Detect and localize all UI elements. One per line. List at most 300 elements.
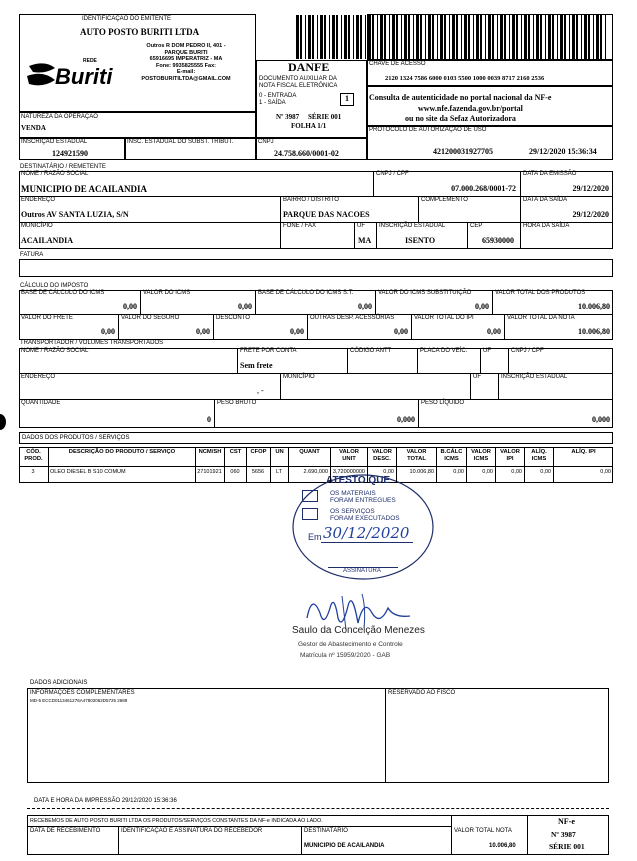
signer-role: Gestor de Abastecimento e Controle [298,641,403,648]
imposto-label: VALOR DO SEGURO [121,315,180,321]
fatura-box [19,259,613,277]
produtos-row-cell [368,467,397,483]
barcode-bar [380,15,383,59]
barcode-bar [368,15,371,59]
dest-endereco-cell [19,197,281,223]
dest-saida-label: DATA DA SAÍDA [523,197,568,203]
produtos-row-cell [289,467,331,483]
produtos-header-cell [496,447,525,467]
dest-cep: 65930000 [482,236,514,245]
barcode-bar [348,15,350,59]
barcode-bar [404,15,407,59]
barcode-bar [521,15,522,59]
produtos-row-cell [525,467,554,483]
danfe-saida: 1 - SAÍDA [259,100,286,106]
produtos-section: DADOS DOS PRODUTOS / SERVIÇOS [22,435,130,441]
imposto-label: VALOR DO ICMS SUBSTITUIÇÃO [378,290,472,296]
produtos-cell: 3 [31,469,35,475]
transp-uf2-cell [471,374,499,400]
barcode-bar [600,15,602,59]
canhoto-vline-2 [301,826,302,855]
dest-cnpj: 07.000.268/0001-72 [451,184,516,193]
dest-endereco-label: ENDEREÇO [21,197,56,203]
transp-placa-cell [418,348,481,374]
barcode-bar [305,15,306,59]
barcode-bar [480,15,482,59]
imposto-value: 10.006,80 [578,327,610,336]
atesto-date: 30/12/2020 [323,524,410,542]
imposto-cell [119,315,214,340]
danfe-numero: Nº 3987 [276,113,300,121]
logo-small-text: REDE [83,58,97,64]
transp-liquido-cell [419,400,613,428]
produtos-row-cell [331,467,368,483]
signer-matricula: Matrícula nº 15959/2020 - GAB [300,652,391,659]
dest-ie-cell [377,223,468,249]
transp-antt-label: CÓDIGO ANTT [350,348,392,354]
canhoto-nfe: NF-e [558,817,575,826]
emitente-section-label: IDENTIFICAÇÃO DO EMITENTE [82,16,172,22]
atesto-date-line [321,542,413,543]
dest-bairro-label: BAIRRO / DISTRITO [283,197,339,203]
imposto-label: DESCONTO [216,315,250,321]
natureza-value: VENDA [21,124,46,132]
barcode-bar [416,15,419,59]
barcode-bar [524,15,527,59]
dest-fone-label: FONE / FAX [283,223,317,229]
imposto-label: VALOR TOTAL DA NOTA [507,315,575,321]
produtos-header-cell [247,447,271,467]
imposto-value: 0,00 [487,327,501,336]
barcode-bar [336,15,338,59]
danfe-subtitle-1: DOCUMENTO AUXILIAR DA [259,76,337,82]
imposto-cell [141,290,256,315]
barcode-bar [401,15,402,59]
barcode-bar [332,15,335,59]
address-line: PARQUE BURITI [164,49,208,56]
barcode-bar [452,15,455,59]
fatura-label: FATURA [20,252,44,258]
transp-ie-cell [499,374,613,400]
imposto-label: VALOR TOTAL DO IPI [414,315,474,321]
produtos-row-cell [554,467,613,483]
transp-antt-cell [348,348,418,374]
atesto-opt2-b: FORAM EXECUTADOS [330,515,400,522]
barcode-bar [588,15,590,59]
produtos-cell: 0,00 [511,469,522,475]
produtos-header-cell [525,447,554,467]
dest-uf: MA [358,236,372,245]
dest-ie-label: INSCRIÇÃO ESTADUAL [379,223,446,229]
produtos-cell: OLEO DIESEL B S10 COMUM [50,469,126,475]
dest-hora-cell [521,223,613,249]
dest-uf-cell [355,223,377,249]
consulta-3: ou no site da Sefaz Autorizadora [405,114,516,123]
dest-nome: MUNICIPIO DE ACAILANDIA [21,184,148,194]
protocolo-label: PROTOCOLO DE AUTORIZAÇÃO DE USO [369,127,487,133]
barcode-bar [344,15,347,59]
barcode-bar [560,15,563,59]
imposto-cell [19,315,119,340]
dest-bairro-cell [281,197,419,223]
barcode-bar [461,15,462,59]
canhoto-vline-1 [118,826,119,855]
imposto-value: 0,00 [394,327,408,336]
barcode-bar [464,15,467,59]
canhoto-dest: MUNICIPIO DE ACAILANDIA [304,843,385,849]
produtos-header: CST [229,449,242,455]
produtos-cell: 0,00 [482,469,493,475]
dest-nome-cell [19,171,374,197]
barcode-bar [605,15,606,59]
canhoto-vline-3 [451,815,452,855]
barcode-bar [584,15,587,59]
produtos-row-cell [247,467,271,483]
produtos-header: CÓD. PROD. [24,449,43,462]
chave-label: CHAVE DE ACESSO [369,61,426,67]
barcode-bar [576,15,578,59]
emitente-address [120,43,252,82]
canhoto-total-label: VALOR TOTAL NOTA [454,828,512,834]
canhoto-total: 10.006,80 [489,843,516,849]
produtos-header: B.CÁLC ICMS [440,449,463,462]
barcode-bar [425,15,426,59]
produtos-row-cell [397,467,437,483]
barcode-bar [536,15,539,59]
dest-municipio-cell [19,223,281,249]
transp-nome-cell [19,348,238,374]
barcode-bar [540,15,542,59]
transp-nome-label: NOME / RAZÃO SOCIAL [21,348,89,354]
produtos-header: VALOR IPI [500,449,520,462]
barcode-bar [596,15,599,59]
barcode-bar [420,15,422,59]
dest-cnpj-label: CNPJ / CPF [376,171,409,177]
barcode-bar [593,15,594,59]
transp-municipio-cell [257,374,471,400]
transp-ie-label: INSCRIÇÃO ESTADUAL [501,374,568,380]
produtos-header-cell [289,447,331,467]
dest-ie: ISENTO [405,236,436,245]
transp-bruto-label: PESO BRUTO [217,400,257,406]
produtos-header-cell [437,447,467,467]
barcode-bar [317,15,318,59]
barcode-bar [437,15,438,59]
barcode-bar [356,15,359,59]
imposto-value: 10.006,80 [578,302,610,311]
barcode-bar [473,15,474,59]
barcode-bar [389,15,390,59]
transp-cnpj-label: CNPJ / CPF [511,348,544,354]
adicionais-divider [385,688,386,783]
barcode-bar [548,15,551,59]
barcode-bar [353,15,354,59]
punch-hole [0,414,6,430]
imposto-cell [493,290,613,315]
imposto-cell [376,290,493,315]
consulta-1: Consulta de autenticidade no portal nacional da NF-e [369,93,552,102]
barcode-bar [372,15,374,59]
produtos-header: UN [275,449,284,455]
produtos-cell: 10.006,80 [409,469,434,475]
dest-hora-label: HORA DA SAÍDA [523,223,570,229]
barcode-bar [341,15,342,59]
atesto-check1 [302,490,318,502]
emitente-name: AUTO POSTO BURITI LTDA [80,27,200,37]
dest-endereco: Outros AV SANTA LUZIA, S/N [21,210,129,219]
imposto-label: BASE DE CÁLCULO DO ICMS [21,290,105,296]
barcode-bar [329,15,330,59]
chave-value: 2120 1324 7586 6000 0103 5500 1000 0039 8717 2160 2536 [385,75,545,82]
barcode-bar [324,15,326,59]
cnpj-emitente-value: 24.758.660/0001-02 [274,149,339,158]
ie-emitente-label: INSCRIÇÃO ESTADUAL [21,139,88,145]
imposto-cell [308,315,412,340]
produtos-header-cell [196,447,225,467]
dest-emissao-label: DATA DA EMISSÃO [523,171,577,177]
transp-bruto-cell [215,400,419,428]
address-line: E-mail: [176,69,196,75]
info-text: MD-5 ECCD0113461276A47802062D5725 2689 [30,698,128,703]
canhoto-dest-label: DESTINATÁRIO [304,828,348,834]
atesto-stamp [288,472,438,582]
produtos-header-cell [331,447,368,467]
barcode-bar [444,15,446,59]
imposto-label: VALOR DO ICMS [143,290,191,296]
destinatario-section: DESTINATÁRIO / REMETENTE [20,164,106,170]
barcode-bar [440,15,443,59]
imposto-value: 0,00 [123,302,137,311]
produtos-cell: 0,00 [600,469,611,475]
imposto-label: VALOR TOTAL DOS PRODUTOS [495,290,586,296]
danfe-entrada: 0 - ENTRADA [259,93,297,99]
protocolo-value: 421200031927705 [433,147,493,156]
imposto-cell [214,315,308,340]
produtos-cell: 0,00 [383,469,394,475]
atesto-assinatura: ASSINATURA [343,568,381,574]
barcode-bar [485,15,486,59]
barcode-bar [300,15,302,59]
barcode-bar [528,15,530,59]
produtos-header: VALOR TOTAL [406,449,427,462]
barcode-bar [384,15,386,59]
produtos-header: ALÍQ. ICMS [531,449,547,462]
dest-fone-cell [281,223,355,249]
produtos-row-cell [49,467,196,483]
transp-cnpj-cell [509,348,613,374]
dest-cnpj-cell [374,171,521,197]
produtos-cell: 3,720000000 [332,469,365,475]
barcode-bar [428,15,431,59]
dest-complemento-label: COMPLEMENTO [421,197,468,203]
produtos-cell: 0,00 [540,469,551,475]
canhoto-ident-label: IDENTIFICAÇÃO E ASSINATURA DO RECEBEDOR [121,828,263,834]
canhoto-hline [27,826,451,827]
produtos-header-cell [397,447,437,467]
address-line: Fone: 9935825555 Fax: [156,62,216,69]
canhoto-recebemos: RECEBEMOS DE AUTO POSTO BURITI LTDA OS PRODUTOS/SERVIÇOS CONSTANTES DA NF-e INDICADA AO LADO. [30,818,323,824]
barcode-bar [456,15,458,59]
imposto-value: 0,00 [290,327,304,336]
dest-nome-label: NOME / RAZÃO SOCIAL [21,171,89,177]
barcode-bar [497,15,498,59]
produtos-header-cell [271,447,289,467]
barcode-bar [564,15,566,59]
iest-label: INSC. ESTADUAL DO SUBST. TRIBUT. [127,139,234,145]
produtos-header-cell [368,447,397,467]
canhoto-serie: SÉRIE 001 [549,842,585,851]
produtos-header: VALOR UNIT [339,449,359,462]
imposto-value: 0,00 [475,302,489,311]
produtos-row-cell [271,467,289,483]
transp-frete-cell [238,348,348,374]
atesto-em: Em [308,532,322,542]
barcode-bar [516,15,518,59]
transp-uf2-label: UF [473,374,481,380]
transp-placa-label: PLACA DO VEÍC. [420,348,468,354]
cut-line [27,808,609,809]
barcode-bar [449,15,450,59]
dest-emissao-cell [521,171,613,197]
produtos-header-cell [49,447,196,467]
barcode-bar [581,15,582,59]
atesto-opt2-a: OS SERVIÇOS [330,508,375,515]
ie-emitente-value: 124921590 [52,149,88,158]
transp-uf-label: UF [483,348,491,354]
barcode-bar [320,15,323,59]
address-line: 65916695 IMPERATRIZ - MA [149,56,223,62]
cnpj-emitente-label: CNPJ [258,139,274,145]
barcode-bar [365,15,366,59]
dest-saida-cell [521,197,613,223]
produtos-header: ALÍQ. IPI [571,449,596,455]
barcode-bar [569,15,570,59]
transp-liquido: 0,000 [592,415,610,424]
address-line: POSTOBURITILTDA@GMAIL.COM [141,75,231,82]
barcode-bar [500,15,503,59]
produtos-cell: LT [275,469,282,475]
barcode-bar [360,15,362,59]
dest-emissao: 29/12/2020 [572,184,609,193]
produtos-cell: 27101921 [197,469,222,475]
barcode-bar [552,15,554,59]
produtos-row-cell [19,467,49,483]
dest-bairro: PARQUE DAS NACOES [283,210,370,219]
consulta-2: www.nfe.fazenda.gov.br/portal [418,104,523,113]
fisco-label: RESERVADO AO FISCO [388,690,456,696]
dest-municipio: ACAILANDIA [21,236,74,245]
produtos-row-cell [496,467,525,483]
imposto-cell [256,290,376,315]
imposto-label: OUTRAS DESP. ACESSÓRIAS [310,315,395,321]
info-label: INFORMAÇÕES COMPLEMENTARES [30,690,135,696]
danfe-subtitle-2: NOTA FISCAL ELETRÔNICA [259,83,338,89]
produtos-header: NCM/SH [198,449,222,455]
imposto-cell [412,315,505,340]
protocolo-data: 29/12/2020 15:36:34 [529,147,597,156]
barcode-bar [509,15,510,59]
transp-quant: 0 [207,415,211,424]
produtos-header-cell [467,447,496,467]
dest-complemento-cell [419,197,521,223]
produtos-cell: 2.690,000 [303,469,328,475]
barcode-bar [572,15,575,59]
barcode-bar [432,15,434,59]
barcode-bar [512,15,515,59]
produtos-header: CFOP [250,449,267,455]
atesto-opt1-a: OS MATERIAIS [330,490,376,497]
atesto-opt1-b: FORAM ENTREGUES [330,497,396,504]
produtos-row-cell [225,467,247,483]
produtos-row-cell [467,467,496,483]
produtos-header-cell [19,447,49,467]
barcode-graphic [272,15,610,59]
produtos-row-cell [196,467,225,483]
produtos-row-cell [437,467,467,483]
barcode-bar [377,15,378,59]
imposto-label: VALOR DO FRETE [21,315,73,321]
barcode-bar [533,15,534,59]
address-line: Outros R DOM PEDRO II, 401 - [146,43,226,49]
barcode-bar [545,15,546,59]
dest-cep-cell [468,223,521,249]
imposto-section: CÁLCULO DO IMPOSTO [20,283,89,289]
barcode-bar [468,15,470,59]
transportador-section: TRANSPORTADOR / VOLUMES TRANSPORTADOS [20,340,164,346]
impressao-text: DATA E HORA DA IMPRESSÃO 29/12/2020 15:36:36 [34,798,177,804]
barcode-bar [392,15,395,59]
produtos-cell: 0,00 [453,469,464,475]
transp-endereco-label: ENDEREÇO [21,374,56,380]
barcode-bar [504,15,506,59]
transp-liquido-label: PESO LÍQUIDO [421,400,465,406]
transp-uf-cell [481,348,509,374]
buriti-logo [25,58,115,98]
canhoto-vline-4 [527,815,528,855]
produtos-header-cell [554,447,613,467]
imposto-value: 0,00 [101,327,115,336]
barcode-bar [408,15,410,59]
produtos-header: VALOR ICMS [471,449,491,462]
produtos-header: DESCRIÇÃO DO PRODUTO / SERVIÇO [68,449,176,455]
produtos-header-cell [225,447,247,467]
imposto-value: 0,00 [358,302,372,311]
danfe-folha: FOLHA 1/1 [291,122,327,130]
produtos-header: QUANT [299,449,320,455]
transp-municipio-label: MUNICÍPIO [283,374,315,380]
barcode-bar [488,15,491,59]
barcode-bar [476,15,479,59]
imposto-cell [505,315,613,340]
canhoto-numero: Nº 3987 [551,830,576,839]
transp-quant-cell [19,400,215,428]
barcode-bar [308,15,311,59]
barcode-bar [413,15,414,59]
barcode-bar [492,15,494,59]
barcode-bar [396,15,398,59]
transp-endereco-cell [19,374,281,400]
imposto-cell [19,290,141,315]
dest-saida: 29/12/2020 [572,210,609,219]
natureza-label: NATUREZA DA OPERAÇÃO [21,114,98,120]
transp-frete: Sem frete [240,361,273,370]
transp-quant-label: QUANTIDADE [21,400,61,406]
atesto-title: ATESTO QUE [326,475,391,486]
canhoto-data-label: DATA DE RECEBIMENTO [30,828,101,834]
signer-name: Saulo da Conceição Menezes [292,625,425,636]
danfe-tipo: 1 [345,94,349,103]
produtos-cell: 060 [230,469,240,475]
